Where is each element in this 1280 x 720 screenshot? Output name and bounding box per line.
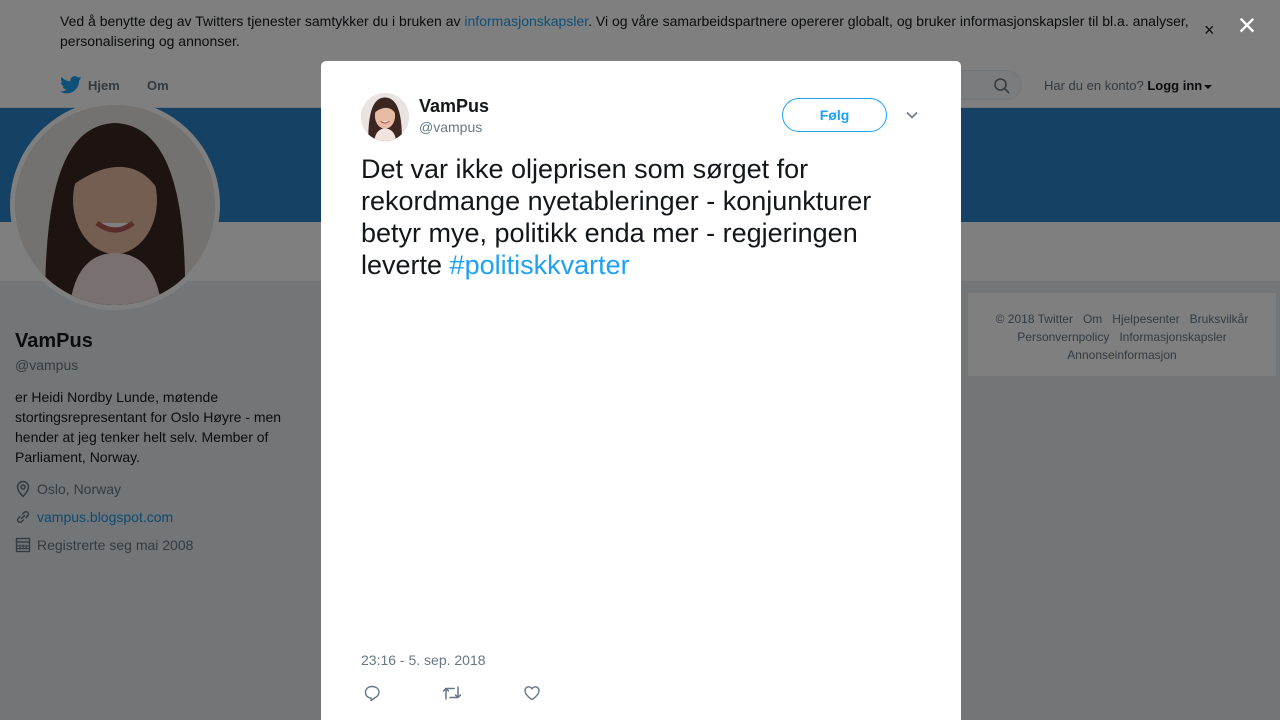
close-modal-button[interactable]: ×: [1237, 7, 1257, 43]
hashtag-link[interactable]: #politiskkvarter: [449, 250, 630, 280]
reply-icon[interactable]: [363, 684, 381, 702]
follow-button[interactable]: Følg: [782, 98, 887, 132]
tweet-author-avatar[interactable]: [361, 93, 409, 141]
tweet-body: Det var ikke oljeprisen som sørget for rekordmange nyetableringer - konjunkturer betyr mye, politikk enda mer - regjeringen leverte: [361, 154, 872, 280]
tweet-timestamp[interactable]: 23:16 - 5. sep. 2018: [361, 652, 486, 668]
tweet-author-name[interactable]: VamPus: [419, 96, 490, 116]
avatar-portrait: [361, 93, 409, 141]
tweet-text: [361, 153, 921, 281]
chevron-down-icon[interactable]: [905, 108, 919, 122]
tweet-author-handle[interactable]: @vampus: [419, 119, 483, 135]
retweet-icon[interactable]: [442, 684, 462, 702]
heart-icon[interactable]: [523, 684, 541, 702]
tweet-modal: [321, 61, 961, 720]
